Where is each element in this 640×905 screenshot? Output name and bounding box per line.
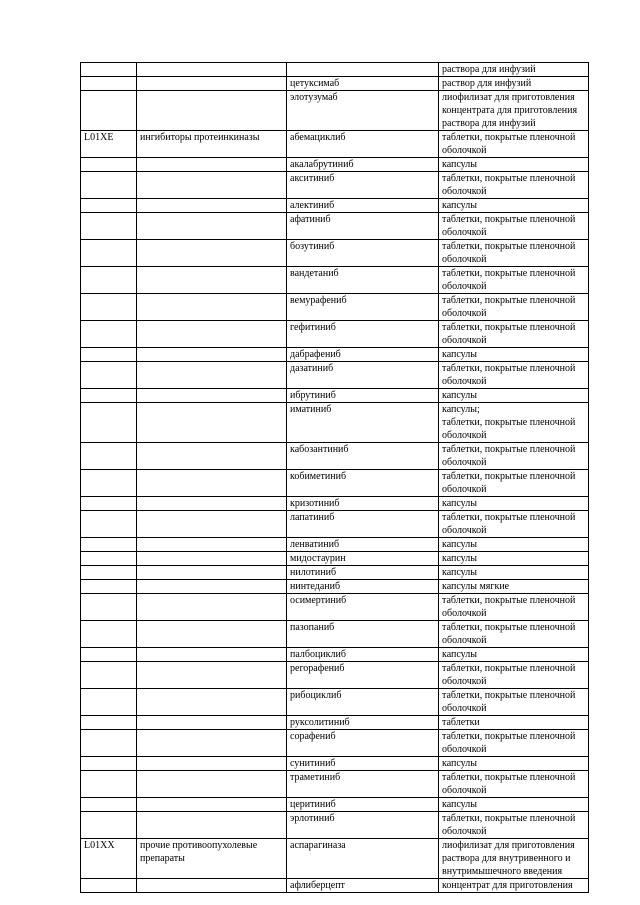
pharmacological-group-cell <box>137 879 287 893</box>
table-row <box>81 91 589 131</box>
table-row <box>81 389 589 403</box>
drug-name-cell: нилотиниб <box>287 566 439 580</box>
table-row <box>81 538 589 552</box>
dosage-form-cell: капсулы <box>439 566 589 580</box>
atc-code-cell <box>81 648 137 662</box>
dosage-form-cell: лиофилизат для приготовления концентрата для приготовления раствора для инфузий <box>439 91 589 131</box>
dosage-form-cell: капсулы <box>439 199 589 213</box>
atc-code-cell <box>81 158 137 172</box>
atc-code-cell <box>81 798 137 812</box>
pharmacological-group-cell <box>137 294 287 321</box>
dosage-form-cell: таблетки, покрытые пленочной оболочкой <box>439 621 589 648</box>
drug-name-cell: афлиберцепт <box>287 879 439 893</box>
pharmacological-group-cell <box>137 798 287 812</box>
pharmacological-group-cell <box>137 158 287 172</box>
dosage-form-cell: таблетки, покрытые пленочной оболочкой <box>439 213 589 240</box>
dosage-form-cell: таблетки, покрытые пленочной оболочкой <box>439 662 589 689</box>
pharmacological-group-cell <box>137 648 287 662</box>
drug-name-cell: бозутиниб <box>287 240 439 267</box>
table-row <box>81 839 589 879</box>
drug-name-cell: осимертиниб <box>287 594 439 621</box>
atc-code-cell <box>81 362 137 389</box>
drug-name-cell: дазатиниб <box>287 362 439 389</box>
atc-code-cell: L01XE <box>81 131 137 158</box>
dosage-form-cell: таблетки, покрытые пленочной оболочкой <box>439 294 589 321</box>
pharmacological-group-cell <box>137 77 287 91</box>
dosage-form-cell: капсулы <box>439 757 589 771</box>
drug-name-cell: руксолитиниб <box>287 716 439 730</box>
table-row <box>81 158 589 172</box>
atc-code-cell <box>81 267 137 294</box>
pharmacological-group-cell <box>137 552 287 566</box>
drug-name-cell: вандетаниб <box>287 267 439 294</box>
dosage-form-cell: раствора для инфузий <box>439 63 589 77</box>
drug-name-cell: акситиниб <box>287 172 439 199</box>
pharmacological-group-cell <box>137 566 287 580</box>
table-row <box>81 771 589 798</box>
table-row <box>81 362 589 389</box>
drug-name-cell: элотузумаб <box>287 91 439 131</box>
pharmacological-group-cell <box>137 321 287 348</box>
dosage-form-cell: таблетки, покрытые пленочной оболочкой <box>439 594 589 621</box>
atc-code-cell <box>81 77 137 91</box>
drug-name-cell: палбоциклиб <box>287 648 439 662</box>
dosage-form-cell: таблетки, покрытые пленочной оболочкой <box>439 267 589 294</box>
dosage-form-cell: таблетки, покрытые пленочной оболочкой <box>439 812 589 839</box>
table-row <box>81 580 589 594</box>
dosage-form-cell: таблетки, покрытые пленочной оболочкой <box>439 240 589 267</box>
table-row <box>81 321 589 348</box>
drug-name-cell: афатиниб <box>287 213 439 240</box>
atc-code-cell <box>81 538 137 552</box>
drug-name-cell: сорафениб <box>287 730 439 757</box>
atc-code-cell <box>81 443 137 470</box>
pharmacological-group-cell <box>137 621 287 648</box>
table-row <box>81 348 589 362</box>
pharmacological-group-cell <box>137 63 287 77</box>
dosage-form-cell: капсулы мягкие <box>439 580 589 594</box>
atc-code-cell <box>81 240 137 267</box>
dosage-form-cell: таблетки, покрытые пленочной оболочкой <box>439 362 589 389</box>
table-row <box>81 267 589 294</box>
drug-name-cell: эрлотиниб <box>287 812 439 839</box>
dosage-form-cell: таблетки, покрытые пленочной оболочкой <box>439 321 589 348</box>
drug-name-cell <box>287 63 439 77</box>
table-row <box>81 294 589 321</box>
atc-code-cell <box>81 321 137 348</box>
pharmacological-group-cell <box>137 594 287 621</box>
atc-code-cell <box>81 403 137 443</box>
atc-code-cell <box>81 497 137 511</box>
dosage-form-cell: концентрат для приготовления <box>439 879 589 893</box>
dosage-form-cell: таблетки, покрытые пленочной оболочкой <box>439 771 589 798</box>
pharmacological-group-cell <box>137 443 287 470</box>
table-body <box>81 63 589 893</box>
drug-name-cell: вемурафениб <box>287 294 439 321</box>
table-row <box>81 879 589 893</box>
drug-name-cell: ибрутиниб <box>287 389 439 403</box>
atc-code-cell <box>81 716 137 730</box>
table-row <box>81 594 589 621</box>
drug-name-cell: цетуксимаб <box>287 77 439 91</box>
drug-name-cell: акалабрутиниб <box>287 158 439 172</box>
drug-name-cell: кобиметиниб <box>287 470 439 497</box>
table-row <box>81 798 589 812</box>
drug-name-cell: лапатиниб <box>287 511 439 538</box>
dosage-form-cell: капсулы <box>439 389 589 403</box>
atc-code-cell <box>81 730 137 757</box>
atc-code-cell <box>81 172 137 199</box>
atc-code-cell <box>81 470 137 497</box>
pharmacological-group-cell <box>137 267 287 294</box>
atc-code-cell <box>81 389 137 403</box>
drug-name-cell: дабрафениб <box>287 348 439 362</box>
atc-code-cell <box>81 566 137 580</box>
pharmacological-group-cell <box>137 497 287 511</box>
pharmacological-group-cell <box>137 730 287 757</box>
table-row <box>81 77 589 91</box>
table-row <box>81 470 589 497</box>
drug-name-cell: аспарагиназа <box>287 839 439 879</box>
table-row <box>81 648 589 662</box>
pharmacological-group-cell <box>137 812 287 839</box>
table-row <box>81 443 589 470</box>
table-row <box>81 172 589 199</box>
dosage-form-cell: капсулы <box>439 552 589 566</box>
atc-code-cell <box>81 348 137 362</box>
table-row <box>81 131 589 158</box>
table-row <box>81 240 589 267</box>
atc-code-cell <box>81 594 137 621</box>
atc-code-cell: L01XX <box>81 839 137 879</box>
pharmacological-group-cell <box>137 348 287 362</box>
table-row <box>81 757 589 771</box>
dosage-form-cell: капсулы <box>439 538 589 552</box>
pharmacological-group-cell <box>137 213 287 240</box>
pharmacological-group-cell <box>137 91 287 131</box>
atc-code-cell <box>81 580 137 594</box>
atc-code-cell <box>81 511 137 538</box>
table-row <box>81 213 589 240</box>
dosage-form-cell: таблетки, покрытые пленочной оболочкой <box>439 470 589 497</box>
table-row <box>81 716 589 730</box>
atc-code-cell <box>81 757 137 771</box>
pharmacological-group-cell <box>137 771 287 798</box>
dosage-form-cell: таблетки, покрытые пленочной оболочкой <box>439 131 589 158</box>
pharmacological-group-cell <box>137 362 287 389</box>
drug-name-cell: иматиниб <box>287 403 439 443</box>
atc-code-cell <box>81 812 137 839</box>
drug-name-cell: ленватиниб <box>287 538 439 552</box>
dosage-form-cell: капсулы <box>439 497 589 511</box>
drug-name-cell: регорафениб <box>287 662 439 689</box>
pharmacological-group-cell <box>137 757 287 771</box>
atc-code-cell <box>81 294 137 321</box>
dosage-form-cell: таблетки, покрытые пленочной оболочкой <box>439 511 589 538</box>
drug-name-cell: траметиниб <box>287 771 439 798</box>
table-row <box>81 403 589 443</box>
table-row <box>81 621 589 648</box>
pharmacological-group-cell <box>137 580 287 594</box>
dosage-form-cell: таблетки <box>439 716 589 730</box>
table-row <box>81 689 589 716</box>
pharmacological-group-cell <box>137 172 287 199</box>
table-row <box>81 511 589 538</box>
drug-name-cell: абемациклиб <box>287 131 439 158</box>
pharmacological-group-cell <box>137 689 287 716</box>
pharmacological-group-cell <box>137 716 287 730</box>
dosage-form-cell: раствор для инфузий <box>439 77 589 91</box>
drug-name-cell: гефитиниб <box>287 321 439 348</box>
pharmacological-group-cell <box>137 403 287 443</box>
atc-code-cell <box>81 213 137 240</box>
pharmacological-group-cell <box>137 538 287 552</box>
dosage-form-cell: таблетки, покрытые пленочной оболочкой <box>439 443 589 470</box>
atc-code-cell <box>81 91 137 131</box>
table-row <box>81 199 589 213</box>
table-row <box>81 662 589 689</box>
dosage-form-cell: лиофилизат для приготовления раствора для внутривенного и внутримышечного введения <box>439 839 589 879</box>
dosage-form-cell: капсулы <box>439 158 589 172</box>
atc-code-cell <box>81 552 137 566</box>
drug-name-cell: кризотиниб <box>287 497 439 511</box>
dosage-form-cell: капсулы <box>439 348 589 362</box>
atc-code-cell <box>81 689 137 716</box>
pharmacological-group-cell <box>137 511 287 538</box>
table-row <box>81 730 589 757</box>
drug-name-cell: сунитиниб <box>287 757 439 771</box>
atc-code-cell <box>81 621 137 648</box>
dosage-form-cell: таблетки, покрытые пленочной оболочкой <box>439 172 589 199</box>
document-page <box>80 62 588 893</box>
dosage-form-cell: таблетки, покрытые пленочной оболочкой <box>439 730 589 757</box>
dosage-form-cell: капсулы <box>439 798 589 812</box>
atc-code-cell <box>81 662 137 689</box>
dosage-form-cell: капсулы; таблетки, покрытые пленочной оболочкой <box>439 403 589 443</box>
table-row <box>81 566 589 580</box>
drug-name-cell: рибоциклиб <box>287 689 439 716</box>
drug-table <box>80 62 589 893</box>
table-row <box>81 812 589 839</box>
dosage-form-cell: таблетки, покрытые пленочной оболочкой <box>439 689 589 716</box>
pharmacological-group-cell <box>137 199 287 213</box>
drug-name-cell: мидостаурин <box>287 552 439 566</box>
drug-name-cell: нинтеданиб <box>287 580 439 594</box>
dosage-form-cell: капсулы <box>439 648 589 662</box>
drug-name-cell: кабозантиниб <box>287 443 439 470</box>
table-row <box>81 63 589 77</box>
drug-name-cell: церитиниб <box>287 798 439 812</box>
pharmacological-group-cell <box>137 470 287 497</box>
atc-code-cell <box>81 771 137 798</box>
pharmacological-group-cell: ингибиторы протеинкиназы <box>137 131 287 158</box>
drug-name-cell: пазопаниб <box>287 621 439 648</box>
pharmacological-group-cell <box>137 389 287 403</box>
atc-code-cell <box>81 879 137 893</box>
atc-code-cell <box>81 63 137 77</box>
pharmacological-group-cell <box>137 240 287 267</box>
pharmacological-group-cell <box>137 662 287 689</box>
table-row <box>81 552 589 566</box>
atc-code-cell <box>81 199 137 213</box>
table-row <box>81 497 589 511</box>
pharmacological-group-cell: прочие противоопухолевые препараты <box>137 839 287 879</box>
drug-name-cell: алектиниб <box>287 199 439 213</box>
